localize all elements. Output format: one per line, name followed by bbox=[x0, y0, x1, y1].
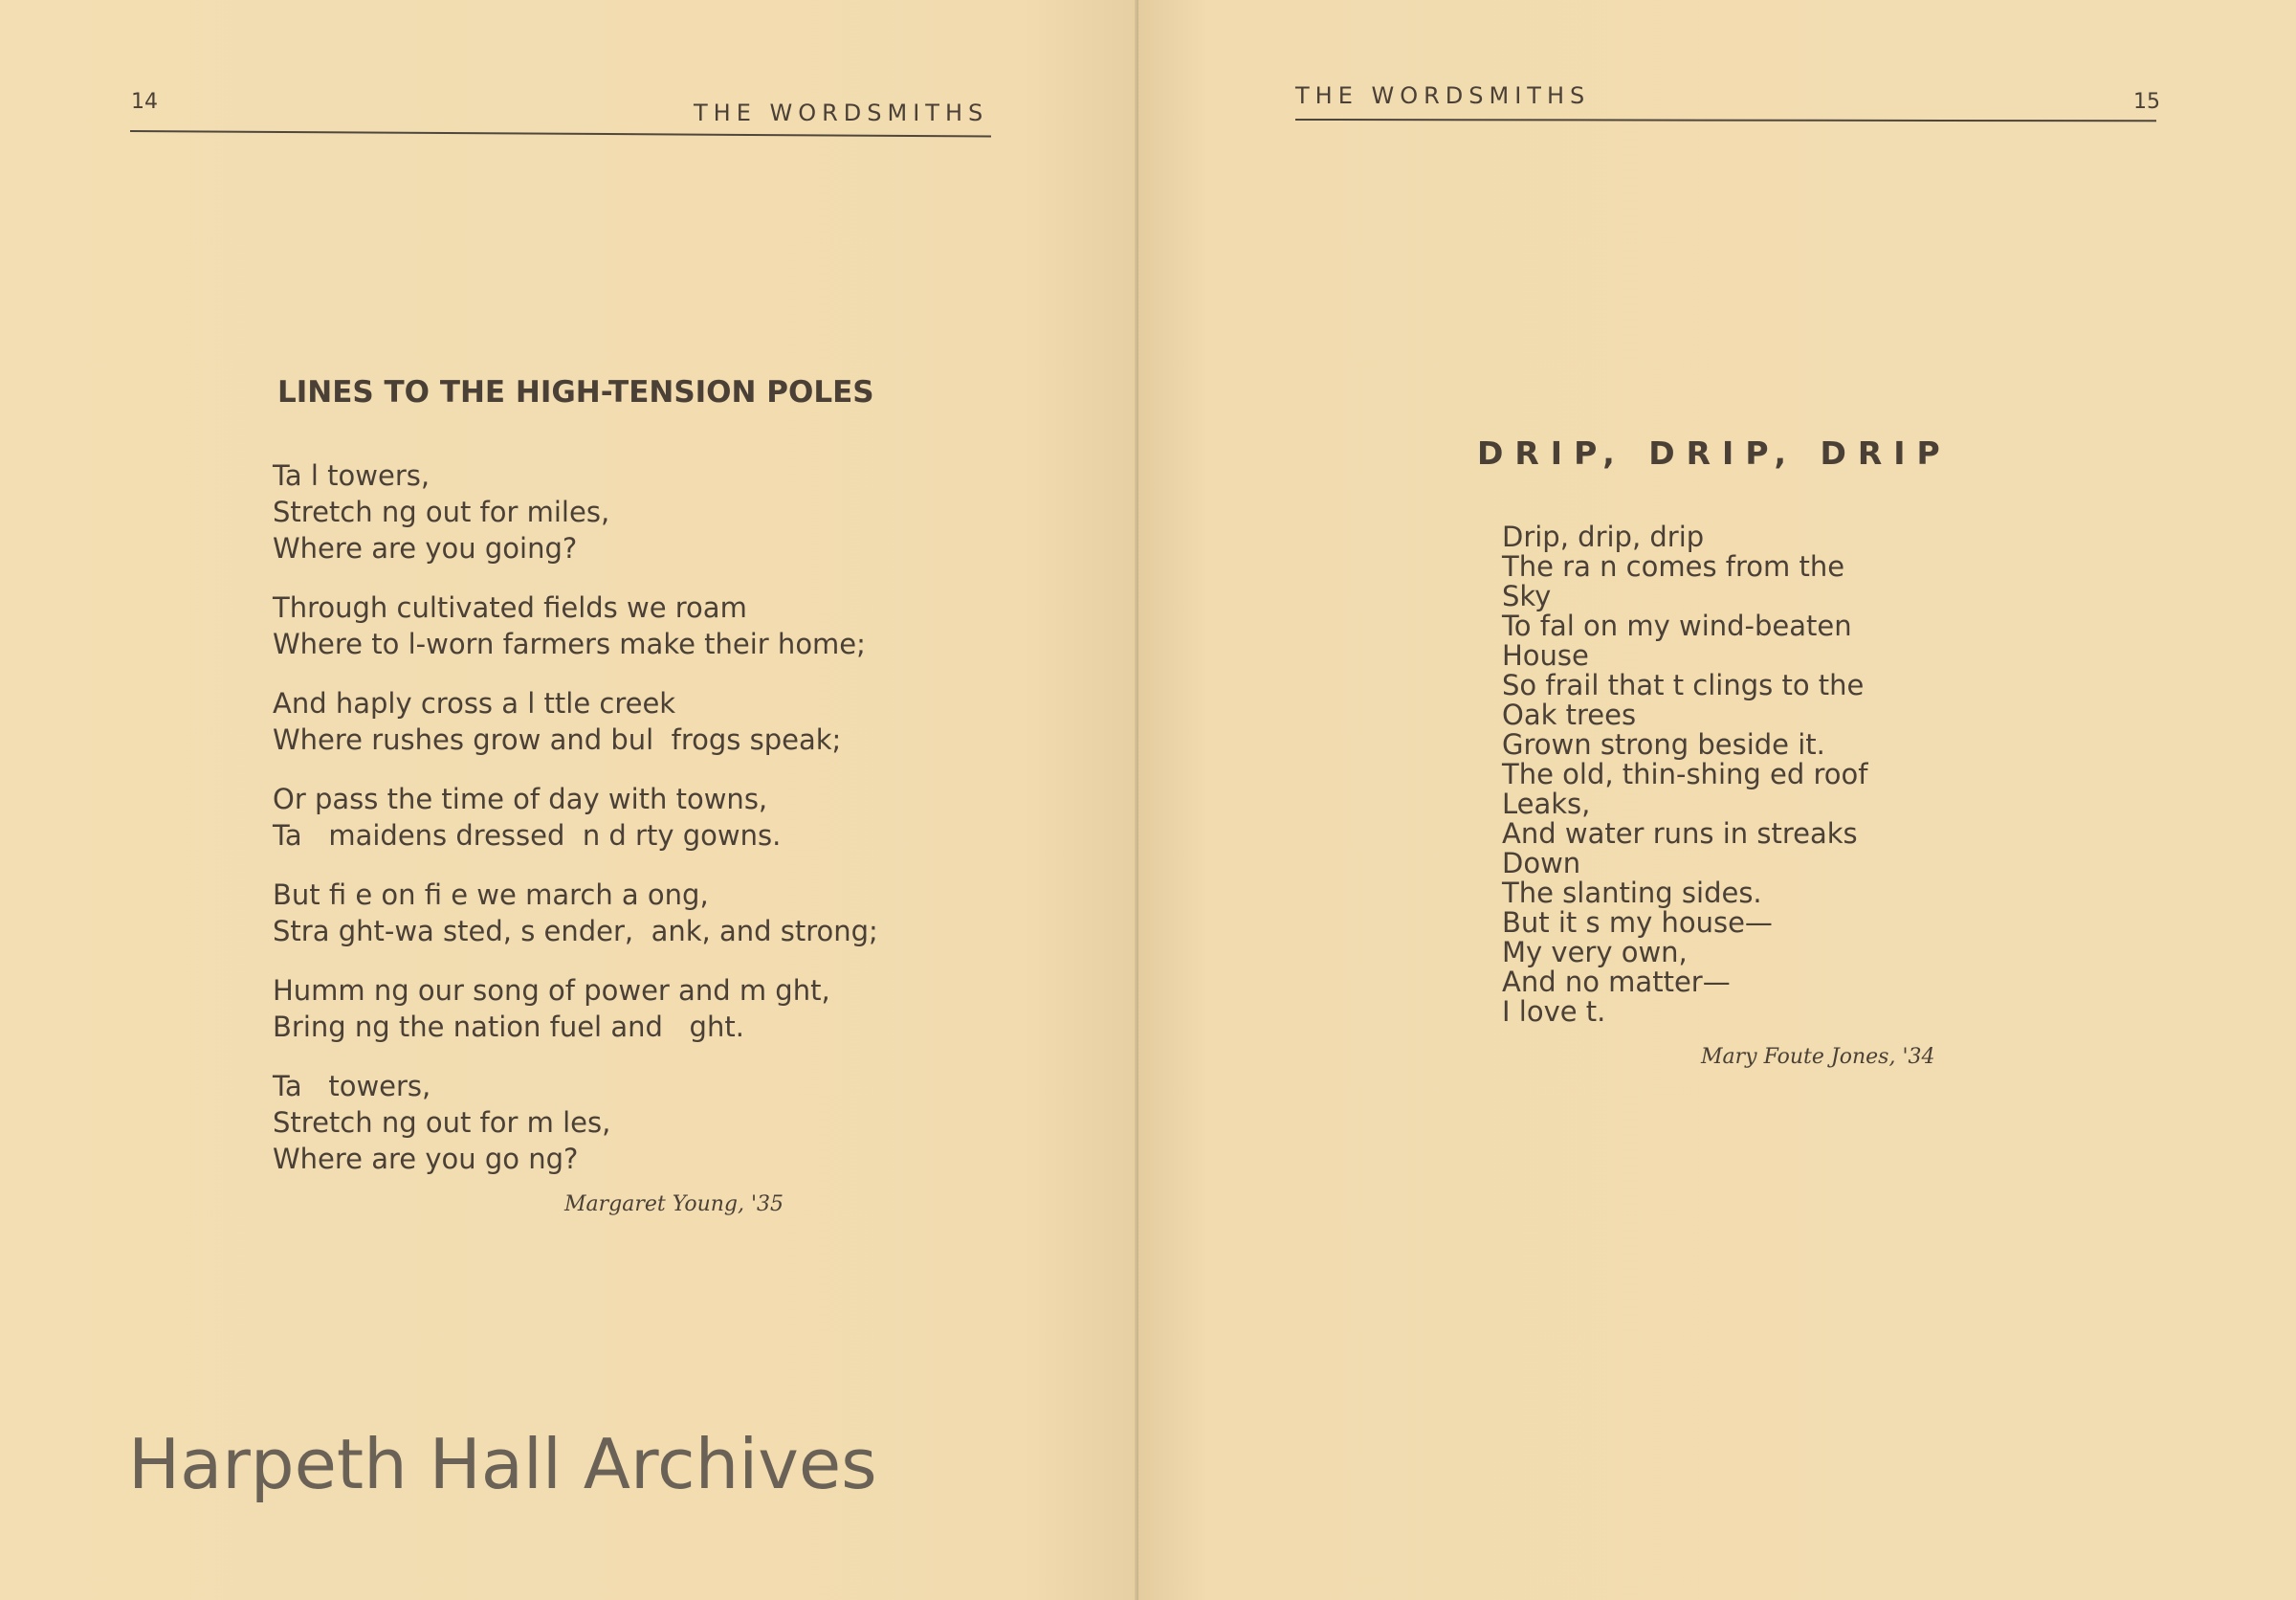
poem-author: Mary Foute Jones, '34 bbox=[1701, 1045, 1935, 1069]
running-header: THE WORDSMITHS bbox=[1295, 82, 1591, 109]
poem-line: But fi e on fi e we march a ong, bbox=[273, 878, 709, 911]
stanza bbox=[273, 589, 878, 662]
poem-line: Down bbox=[1502, 847, 1581, 879]
poem-line: The slanting sides. bbox=[1502, 877, 1762, 909]
poem-title: DRIP, DRIP, DRIP bbox=[1477, 434, 1952, 472]
poem-line: And haply cross a l ttle creek bbox=[273, 687, 676, 720]
poem-line: Grown strong beside it. bbox=[1502, 728, 1825, 761]
poem-line: Where are you go ng? bbox=[273, 1143, 579, 1175]
poem-line: Through cultivated fields we roam bbox=[273, 591, 747, 624]
stanza bbox=[273, 877, 878, 949]
stanza bbox=[273, 685, 878, 758]
poem-line: Oak trees bbox=[1502, 699, 1637, 731]
stanza bbox=[273, 781, 878, 854]
poem-line: Where rushes grow and bul frogs speak; bbox=[273, 723, 842, 756]
poem-line: Bring ng the nation fuel and ght. bbox=[273, 1011, 744, 1043]
poem-line: Humm ng our song of power and m ght, bbox=[273, 974, 830, 1007]
header-rule bbox=[1295, 119, 2156, 122]
poem-author: Margaret Young, '35 bbox=[564, 1192, 784, 1216]
poem-line: So frail that t clings to the bbox=[1502, 669, 1865, 701]
poem-line: Leaks, bbox=[1502, 788, 1591, 820]
poem-line: The ra n comes from the bbox=[1502, 550, 1845, 583]
poem-line: Where to l-worn farmers make their home; bbox=[273, 628, 866, 660]
page-number: 14 bbox=[131, 90, 158, 114]
poem-line: The old, thin-shing ed roof bbox=[1502, 758, 1868, 790]
poem-body bbox=[1502, 522, 1867, 1027]
stanza bbox=[273, 1068, 878, 1177]
poem-line: Sky bbox=[1502, 580, 1552, 612]
poem-line: And no matter— bbox=[1502, 966, 1731, 998]
poem-line: Stretch ng out for m les, bbox=[273, 1106, 611, 1139]
poem-line: And water runs in streaks bbox=[1502, 817, 1858, 850]
running-header: THE WORDSMITHS bbox=[694, 100, 989, 126]
poem-line: Or pass the time of day with towns, bbox=[273, 783, 768, 815]
poem-line: I love t. bbox=[1502, 995, 1606, 1028]
poem-line: But it s my house— bbox=[1502, 906, 1773, 939]
poem-line: Drip, drip, drip bbox=[1502, 521, 1705, 553]
poem-line: Ta maidens dressed n d rty gowns. bbox=[273, 819, 782, 852]
archive-watermark: Harpeth Hall Archives bbox=[128, 1424, 877, 1504]
stanza bbox=[273, 972, 878, 1045]
poem-line: To fal on my wind-beaten bbox=[1502, 610, 1852, 642]
poem-body bbox=[273, 457, 878, 1200]
poem-line: Where are you going? bbox=[273, 532, 578, 565]
poem-line: My very own, bbox=[1502, 936, 1688, 968]
right-page bbox=[1138, 0, 2296, 1600]
stanza bbox=[273, 457, 878, 567]
header-rule bbox=[130, 130, 991, 137]
poem-line: Stra ght-wa sted, s ender, ank, and strong; bbox=[273, 915, 878, 947]
poem-line: Ta towers, bbox=[273, 1070, 431, 1102]
poem-line: Ta l towers, bbox=[273, 459, 430, 492]
poem-line: Stretch ng out for miles, bbox=[273, 496, 610, 528]
page-number: 15 bbox=[2133, 90, 2160, 114]
left-page bbox=[0, 0, 1138, 1600]
poem-title: LINES TO THE HIGH-TENSION POLES bbox=[277, 375, 874, 410]
poem-line: House bbox=[1502, 639, 1589, 672]
